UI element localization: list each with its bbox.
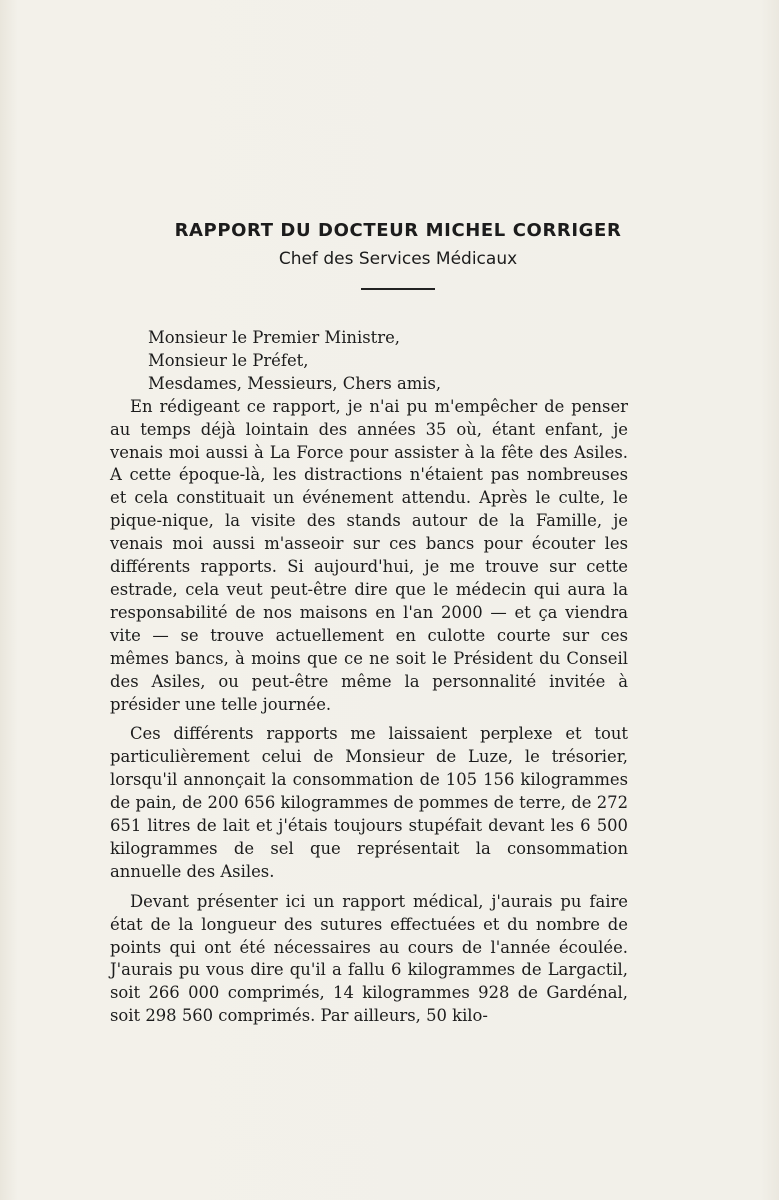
salutation-line: Monsieur le Premier Ministre, — [148, 328, 400, 347]
paragraph: Ces différents rapports me laissaient perplexe et tout particulièrement celui de Monsieur de Luze, le trésorier, lorsqu'il annonçait la consommation de 105 156 kilogrammes de pain, de 200 656 kilogrammes de pommes de terre, de 272 651 litres de lait et j'étais toujours stupéfait devant les 6 500 kilogrammes de sel que représentait la consommation annuelle des Asiles. — [110, 724, 628, 881]
report-subtitle: Chef des Services Médicaux — [278, 249, 518, 269]
report-body — [110, 327, 628, 1028]
paragraph: En rédigeant ce rapport, je n'ai pu m'empêcher de penser au temps déjà lointain des années 35 où, étant enfant, je venais moi aussi à La Force pour assister à la fête des Asiles. A cette époque-là, les distractions n'étaient pas nombreuses et cela constituait un événement attendu. Après le culte, le pique-nique, la visite des stands autour de la Famille, je venais moi aussi m'asseoir sur ces bancs pour écouter les différents rapports. Si aujourd'hui, je me trouve sur cette estrade, cela veut peut-être dire que le médecin qui aura la responsabilité de nos maisons en l'an 2000 — et ça viendra vite — se trouve actuellement en culotte courte sur ces mêmes bancs, à moins que ce ne soit le Président du Conseil des Asiles, ou peut-être même la personnalité invitée à présider une telle journée. — [110, 396, 628, 714]
title-underline — [361, 288, 435, 290]
salutation-line: Monsieur le Préfet, — [148, 350, 309, 370]
salutation-line: Mesdames, Messieurs, Chers amis, — [148, 373, 442, 393]
report-title: RAPPORT DU DOCTEUR MICHEL CORRIGER — [174, 220, 622, 241]
paragraph: Devant présenter ici un rapport médical, j'aurais pu faire état de la longueur des sutures effectuées et du nombre de points qui ont été nécessaires au cours de l'année écoulée. J'aurais pu vous dire qu'il a fallu 6 kilogrammes de Largactil, soit 266 000 comprimés, 14 kilogrammes 928 de Gardénal, soit 298 560 comprimés. Par ailleurs, 50 kilo- — [110, 891, 628, 1026]
